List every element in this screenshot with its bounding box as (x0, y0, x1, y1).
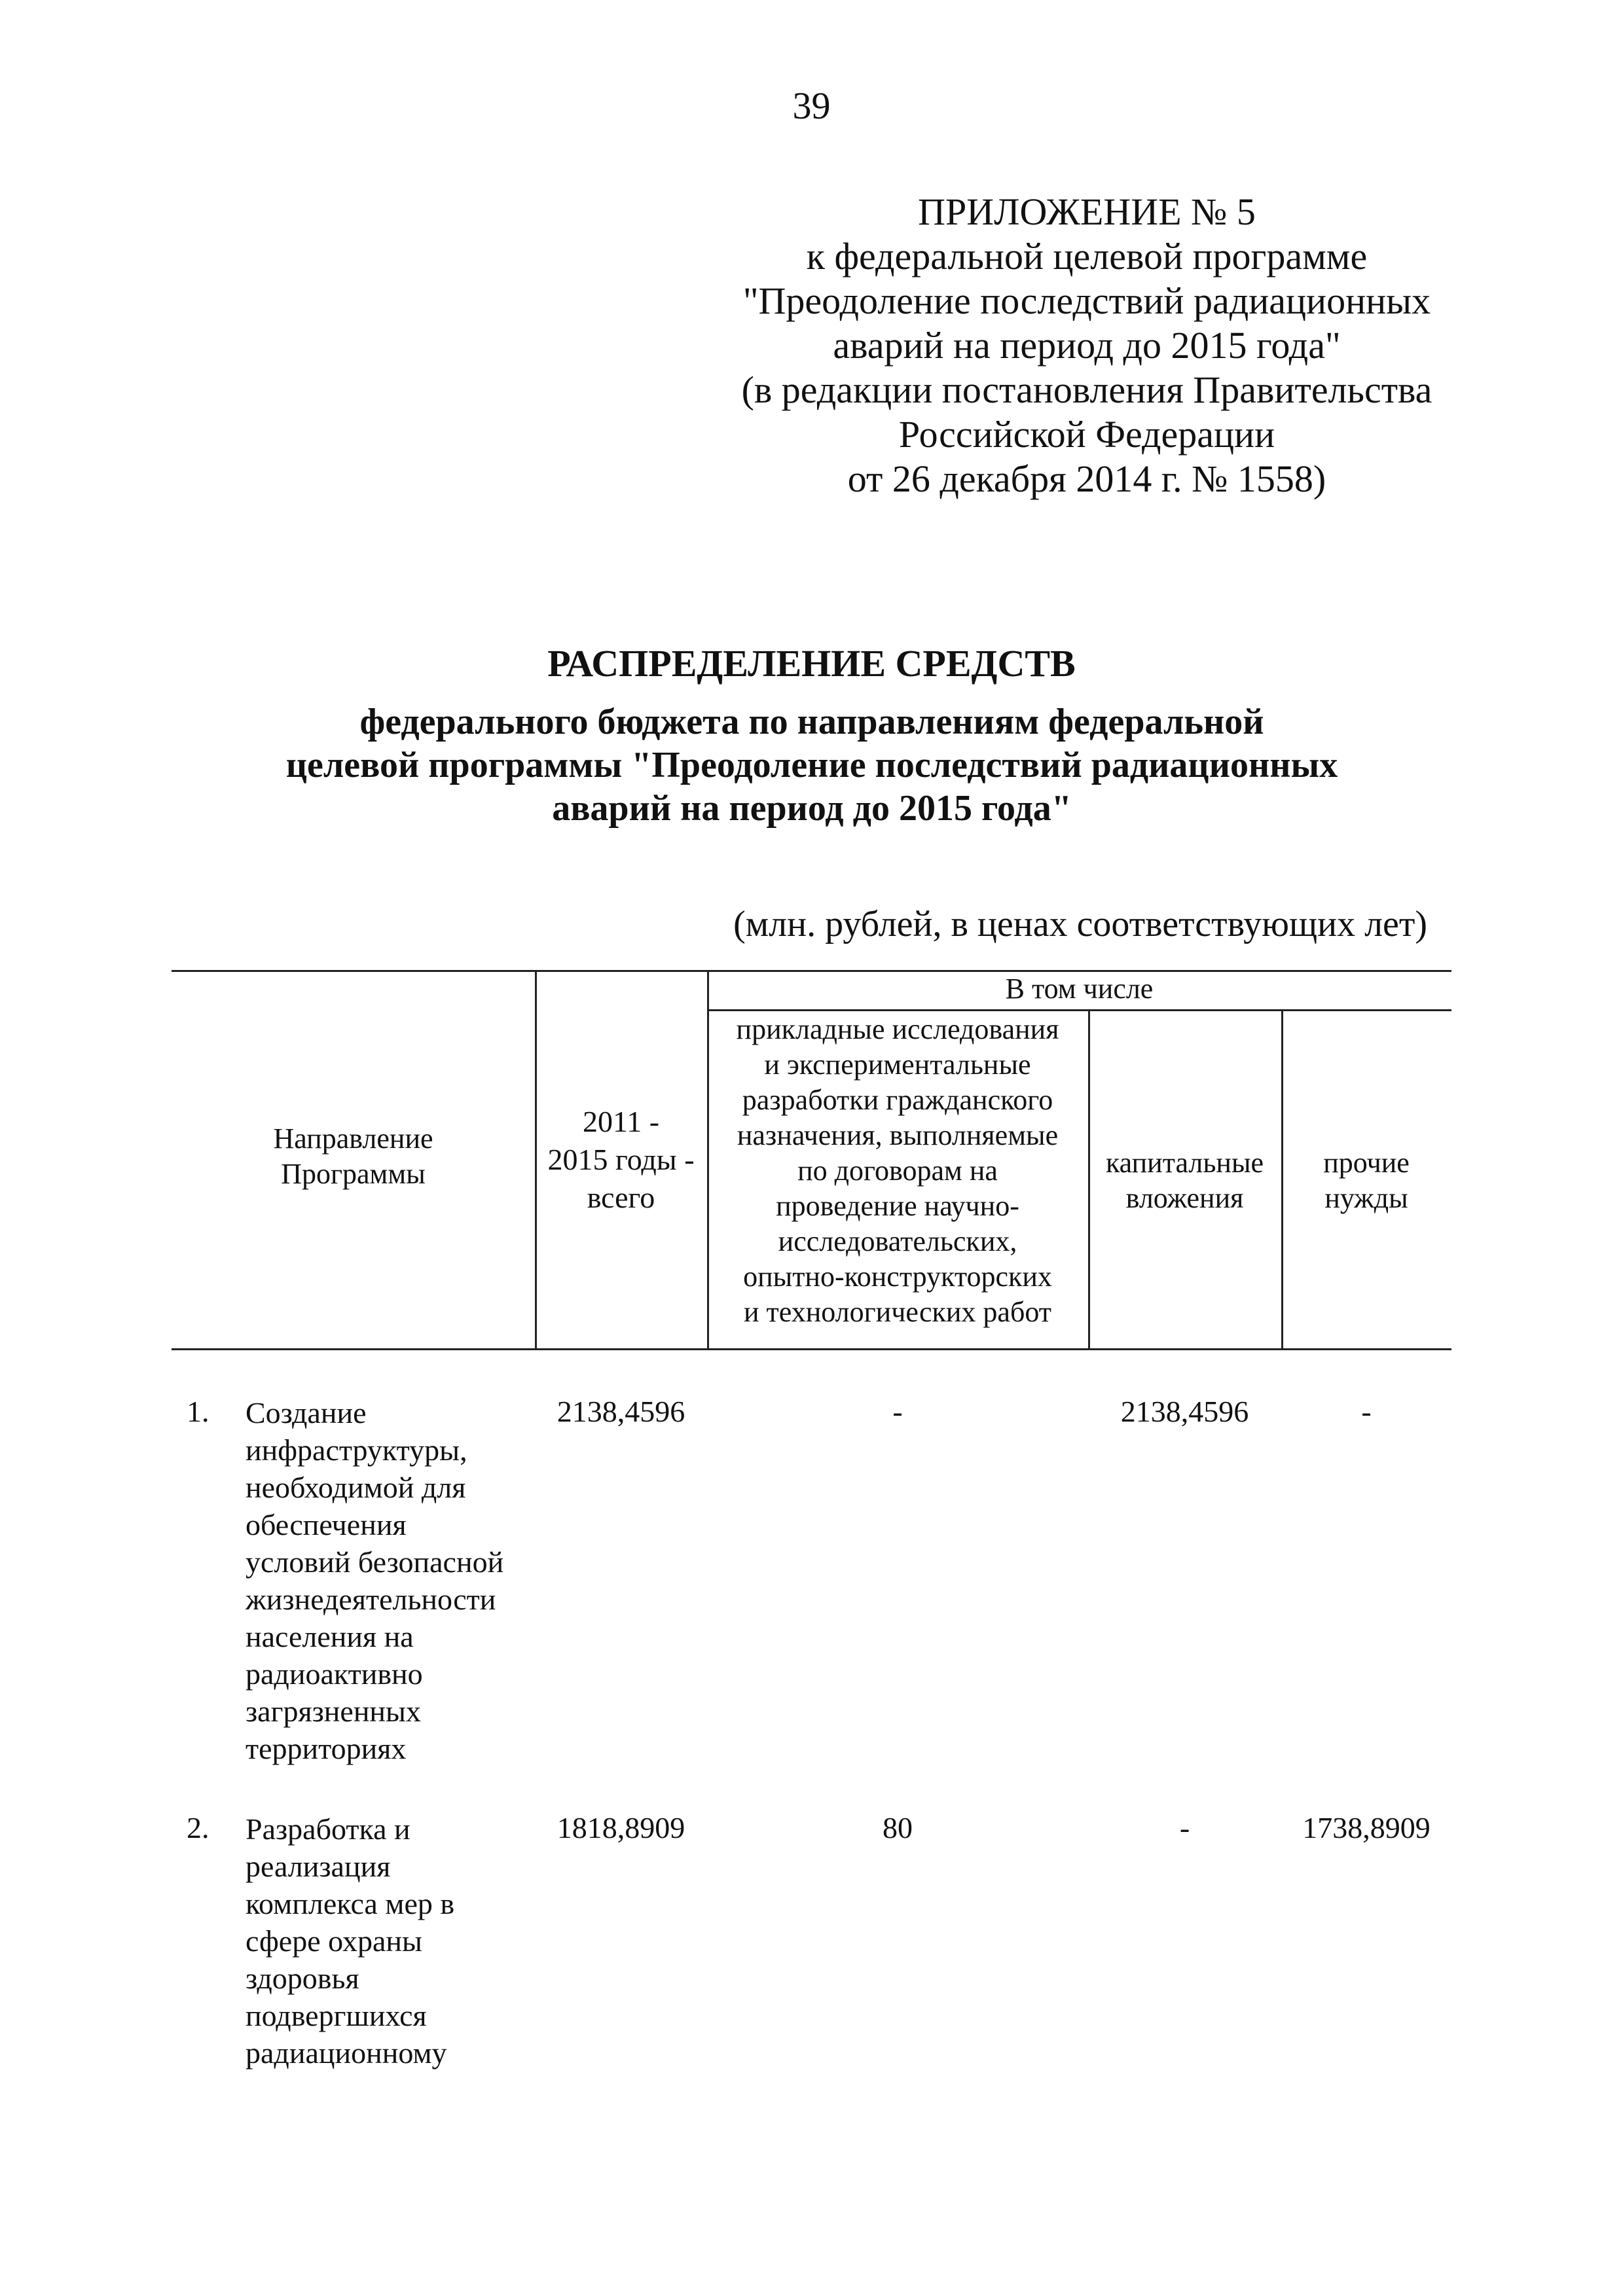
header-total: 2011 - 2015 годы - всего (547, 1105, 695, 1214)
row-direction: Разработка и реализация комплекса мер в сфере охраны здоровья подвергшихся радиационному (246, 1812, 455, 2070)
annex-line: Российской Федерации (898, 413, 1275, 456)
subtitle-line: аварий на период до 2015 года" (552, 788, 1072, 829)
row-research: 80 (883, 1811, 913, 1844)
row-research: - (892, 1395, 903, 1428)
row-other: - (1361, 1395, 1372, 1428)
units-note: (млн. рублей, в ценах соответствующих лет) (733, 904, 1427, 944)
including-rule (707, 1009, 1451, 1011)
row-capital: 2138,4596 (1120, 1395, 1249, 1428)
header-bottom-rule (172, 1348, 1451, 1350)
header-direction: Направление Программы (273, 1122, 433, 1190)
annex-line: (в редакции постановления Правительства (741, 368, 1432, 411)
subtitle-line: федерального бюджета по направлениям федеральной (359, 702, 1264, 742)
header-research: прикладные исследования и экспериментальные разработки гражданского назначения, выполняемые по договорам на проведение научно- исследовательских, опытно-конструкторских и технологических работ (736, 1013, 1059, 1328)
header-other: прочие нужды (1323, 1147, 1410, 1214)
row-number: 1. (187, 1395, 210, 1428)
row-other: 1738,8909 (1302, 1811, 1431, 1844)
annex-line: ПРИЛОЖЕНИЕ № 5 (918, 190, 1256, 233)
annex-header (694, 190, 1480, 501)
row-total: 2138,4596 (556, 1395, 685, 1428)
document-subtitle (157, 700, 1467, 830)
annex-line: от 26 декабря 2014 г. № 1558) (847, 457, 1326, 500)
row-capital: - (1179, 1811, 1190, 1844)
header-including: В том числе (1005, 973, 1154, 1005)
annex-line: "Преодоление последствий радиационных (742, 279, 1431, 322)
header-capital: капитальные вложения (1105, 1147, 1264, 1214)
subtitle-line: целевой программы "Преодоление последствий радиационных (285, 745, 1338, 785)
row-number: 2. (187, 1811, 210, 1844)
annex-line: к федеральной целевой программе (806, 235, 1368, 278)
page-number: 39 (792, 84, 831, 127)
document-title: РАСПРЕДЕЛЕНИЕ СРЕДСТВ (547, 642, 1076, 685)
row-direction: Создание инфраструктуры, необходимой для обеспечения условий безопасной жизнедеятельности населения на радиоактивно загрязненных территориях (246, 1396, 504, 1765)
row-total: 1818,8909 (556, 1811, 685, 1844)
annex-line: аварий на период до 2015 года" (833, 324, 1341, 367)
